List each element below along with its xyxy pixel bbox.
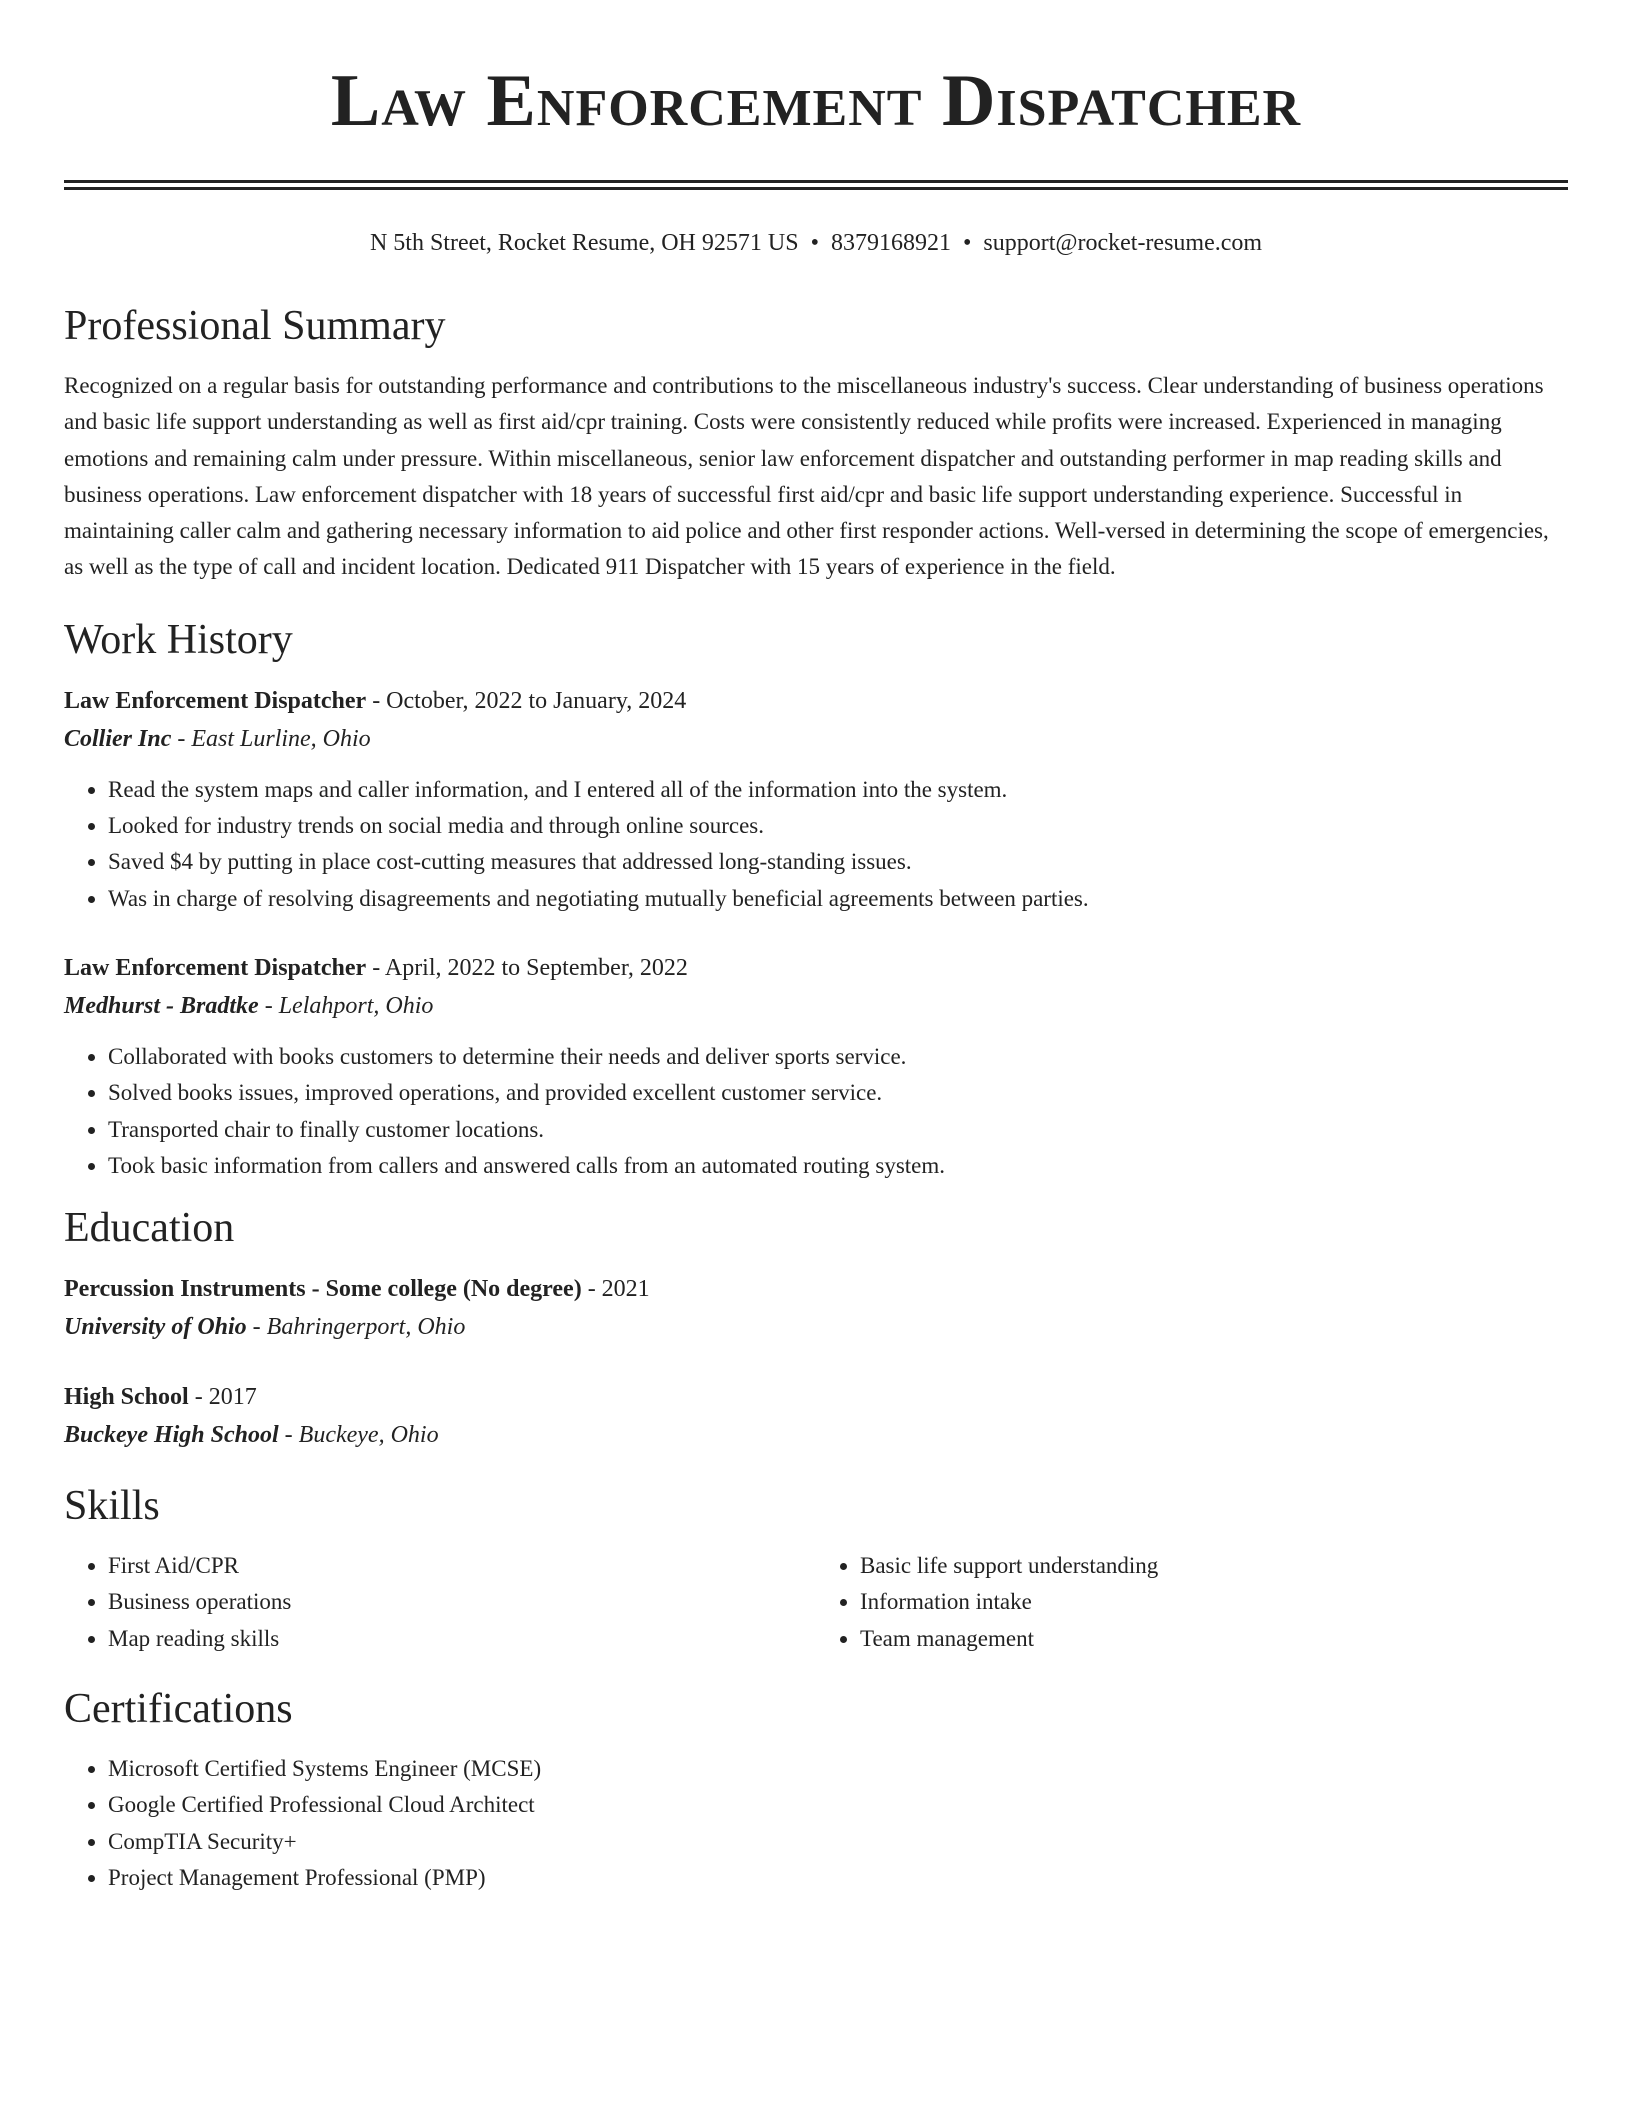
certification-item: • Microsoft Certified Systems Engineer (MCSE) (108, 1751, 1568, 1787)
education-degree: Percussion Instruments - Some college (No degree) (64, 1276, 582, 1303)
skill-item: • Basic life support understanding (860, 1548, 1568, 1584)
education-degree-line (64, 1378, 1568, 1416)
job-title-line (64, 682, 1568, 720)
job-bullet: • Saved $4 by putting in place cost-cutting measures that addressed long-standing issues. (108, 844, 1568, 880)
education-year: - 2021 (581, 1276, 650, 1303)
job-company-line (64, 987, 1568, 1025)
header-double-rule (64, 180, 1568, 190)
job-location: - Lelahport, Ohio (258, 992, 434, 1019)
education-school: University of Ohio (64, 1314, 247, 1341)
summary-text: Recognized on a regular basis for outstanding performance and contributions to the miscellaneous industry's success. Clear understanding of business operations and basic life support understanding as well as first aid/cpr training. Costs were consistently reduced while profits were increased. Experienced in managing emotions and remaining calm under pressure. Within miscellaneous, senior law enforcement dispatcher and outstanding performer in map reading skills and business operations. Law enforcement dispatcher with 18 years of successful first aid/cpr and basic life support understanding experience. Successful in maintaining caller calm and gathering necessary information to aid police and other first responder actions. Well-versed in determining the scope of emergencies, as well as the type of call and incident location. Dedicated 911 Dispatcher with 15 years of experience in the field. (64, 373, 1549, 580)
skill-item: • Information intake (860, 1584, 1568, 1620)
job-dates: - April, 2022 to September, 2022 (366, 954, 688, 981)
education-degree: High School (64, 1384, 189, 1411)
education-entry (64, 1378, 1568, 1454)
education-school-line (64, 1416, 1568, 1454)
education-year: - 2017 (188, 1384, 257, 1411)
section-heading-education: Education (64, 1205, 235, 1252)
job-entry (64, 682, 1568, 917)
job-bullet: • Collaborated with books customers to determine their needs and deliver sports service. (108, 1039, 1568, 1075)
job-company: Medhurst - Bradtke (64, 992, 259, 1019)
section-heading-skills: Skills (64, 1483, 160, 1530)
job-location: - East Lurline, Ohio (171, 725, 371, 752)
education-school-line (64, 1308, 1568, 1346)
job-company-line (64, 720, 1568, 758)
skill-item: • Map reading skills (108, 1621, 816, 1657)
contact-phone: 8379168921 (830, 230, 951, 256)
skills-columns (64, 1548, 1568, 1657)
job-bullet: • Solved books issues, improved operations, and provided excellent customer service. (108, 1075, 1568, 1111)
contact-separator: • (962, 230, 972, 256)
job-dates: - October, 2022 to January, 2024 (366, 687, 687, 714)
education-location: - Buckeye, Ohio (278, 1422, 439, 1449)
certifications-list (64, 1751, 1568, 1896)
section-heading-certifications: Certifications (64, 1686, 293, 1733)
section-heading-summary: Professional Summary (64, 303, 446, 349)
education-location: - Bahringerport, Ohio (246, 1314, 466, 1341)
skill-item: • Team management (860, 1621, 1568, 1657)
certification-item: • CompTIA Security+ (108, 1824, 1568, 1860)
job-bullet: • Took basic information from callers and answered calls from an automated routing system. (108, 1148, 1568, 1184)
job-bullet: • Transported chair to finally customer locations. (108, 1112, 1568, 1148)
education-degree-line (64, 1270, 1568, 1308)
job-company: Collier Inc (64, 725, 172, 752)
skills-list-right (816, 1548, 1568, 1657)
contact-address: N 5th Street, Rocket Resume, OH 92571 US (369, 230, 799, 256)
job-title: Law Enforcement Dispatcher (64, 687, 367, 714)
skill-item: • First Aid/CPR (108, 1548, 816, 1584)
skills-list-left (64, 1548, 816, 1657)
contact-line (64, 228, 1568, 258)
resume-name: Law Enforcement Dispatcher (330, 60, 1302, 142)
job-entry (64, 949, 1568, 1184)
job-bullets (64, 1039, 1568, 1184)
certification-item: • Google Certified Professional Cloud Architect (108, 1787, 1568, 1823)
contact-email: support@rocket-resume.com (983, 230, 1263, 256)
education-entry (64, 1270, 1568, 1346)
skill-item: • Business operations (108, 1584, 816, 1620)
contact-separator: • (810, 230, 819, 256)
section-heading-work-history: Work History (64, 616, 293, 663)
job-bullet: • Was in charge of resolving disagreements and negotiating mutually beneficial agreements between parties. (108, 881, 1568, 917)
certification-item: • Project Management Professional (PMP) (108, 1860, 1568, 1896)
education-school: Buckeye High School (64, 1422, 279, 1449)
job-bullet: • Looked for industry trends on social media and through online sources. (108, 808, 1568, 844)
job-bullet: • Read the system maps and caller information, and I entered all of the information into the system. (108, 772, 1568, 808)
job-title-line (64, 949, 1568, 987)
job-bullets (64, 772, 1568, 917)
job-title: Law Enforcement Dispatcher (64, 954, 367, 981)
